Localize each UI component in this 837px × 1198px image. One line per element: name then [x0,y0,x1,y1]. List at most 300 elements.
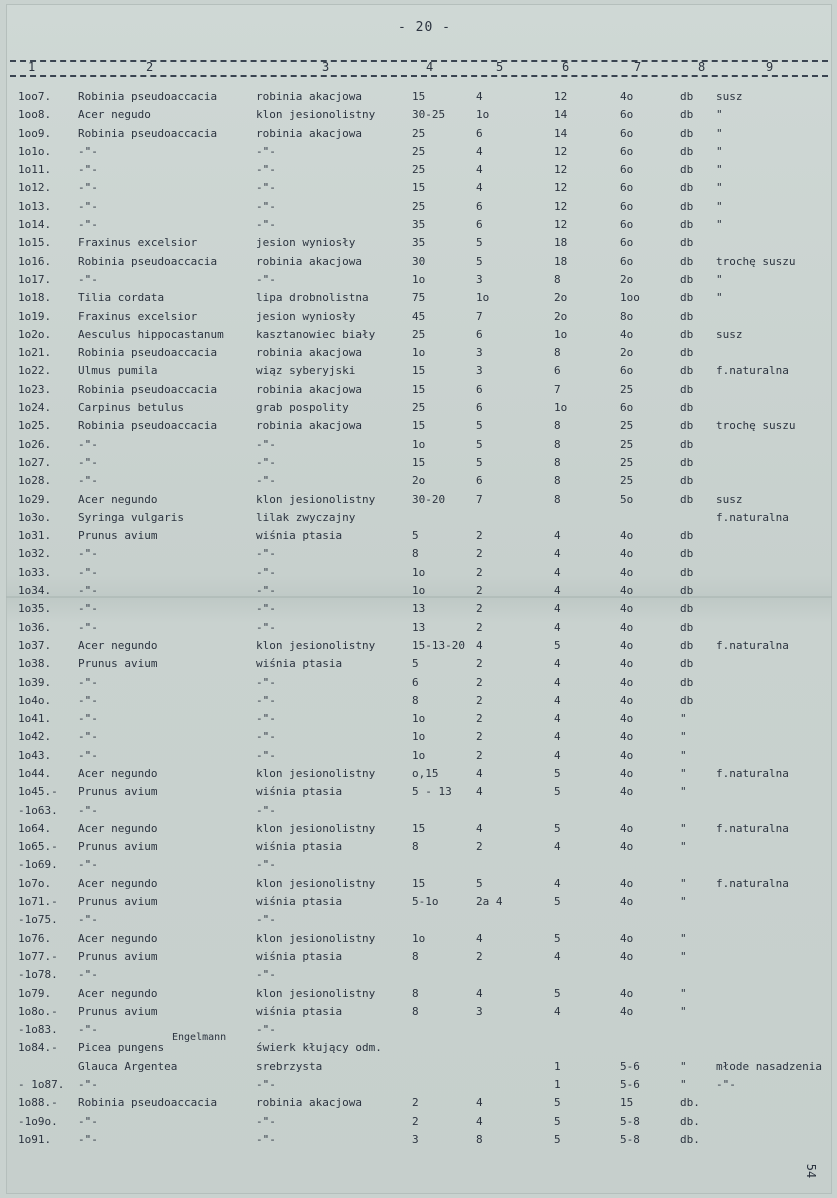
cell-latin-name: -"- [78,565,98,579]
cell-col-7: 25 [620,474,634,488]
table-row [6,838,832,856]
cell-col-6: 8 [554,437,561,451]
cell-col-7: 4o [620,547,634,561]
cell-col-7: 4o [620,895,634,909]
cell-col-7: 8o [620,309,634,323]
cell-col-8: " [680,931,687,945]
cell-entry-number: 1o35. [18,602,52,616]
cell-col-7: 4o [620,766,634,780]
cell-entry-number: 1o32. [18,547,52,561]
cell-remarks: młode nasadzenia [716,1059,822,1073]
cell-col-4: 3 [412,1132,419,1146]
cell-col-4: 8 [412,986,419,1000]
cell-latin-name: Acer negundo [78,876,158,890]
column-header-2: 2 [146,60,154,74]
cell-entry-number: 1o26. [18,437,52,451]
cell-col-8: db [680,181,694,195]
cell-col-4: 5-1o [412,895,439,909]
cell-entry-number: 1o34. [18,584,52,598]
cell-entry-number: 1o16. [18,254,52,268]
cell-col-8: db [680,327,694,341]
cell-polish-name: wiśnia ptasia [256,1004,343,1018]
cell-col-7: 4o [620,638,634,652]
cell-polish-name: -"- [256,712,276,726]
cell-col-7: 25 [620,455,634,469]
cell-latin-name: -"- [78,858,98,872]
cell-entry-number: 1o21. [18,346,52,360]
cell-col-5: 4 [476,1114,483,1128]
cell-col-8: db [680,108,694,122]
column-header-5: 5 [496,60,504,74]
cell-entry-number: 1o84.- [18,1041,58,1055]
cell-col-6: 4 [554,620,561,634]
cell-col-7: 4o [620,821,634,835]
cell-col-6: 1 [554,1059,561,1073]
table-row [6,106,832,124]
cell-col-4: 25 [412,126,426,140]
cell-latin-name: Robinia pseudoaccacia [78,254,218,268]
cell-polish-name: -"- [256,1132,276,1146]
cell-latin-name: -"- [78,437,98,451]
cell-latin-name: Ulmus pumila [78,364,158,378]
cell-col-4: o,15 [412,766,439,780]
cell-col-7: 4o [620,785,634,799]
cell-col-7: 25 [620,382,634,396]
cell-latin-name: Prunus avium [78,949,158,963]
cell-col-6: 4 [554,712,561,726]
cell-latin-name: Syringa vulgaris [78,510,184,524]
cell-entry-number: 1o22. [18,364,52,378]
archive-stamp: 54 [803,1163,818,1179]
cell-col-6: 5 [554,821,561,835]
cell-latin-name: Acer negudo [78,108,151,122]
cell-col-7: 4o [620,90,634,103]
cell-polish-name: klon jesionolistny [256,766,376,780]
cell-col-5: 5 [476,254,483,268]
cell-col-5: 2 [476,693,483,707]
column-header-1: 1 [28,60,36,74]
cell-col-7: 2o [620,272,634,286]
table-row [6,564,832,582]
cell-col-7: 4o [620,840,634,854]
cell-col-6: 14 [554,108,568,122]
cell-col-4: 15 [412,419,426,433]
cell-col-5: 2 [476,565,483,579]
cell-col-7: 4o [620,748,634,762]
cell-latin-name: Fraxinus excelsior [78,236,198,250]
cell-col-4: 13 [412,602,426,616]
cell-entry-number: 1o36. [18,620,52,634]
cell-col-4: 15 [412,821,426,835]
cell-col-6: 8 [554,346,561,360]
cell-polish-name: -"- [256,144,276,158]
cell-remarks: f.naturalna [716,766,789,780]
cell-latin-name: Prunus avium [78,657,158,671]
table-row [6,783,832,801]
cell-entry-number: 1o37. [18,638,52,652]
cell-col-5: 1o [476,291,490,305]
cell-col-4: 8 [412,693,419,707]
cell-entry-number: -1o9o. [18,1114,58,1128]
cell-entry-number: 1o31. [18,529,52,543]
cell-col-6: 4 [554,657,561,671]
table-row [6,289,832,307]
cell-col-8: " [680,748,687,762]
cell-col-4: 30-25 [412,108,446,122]
cell-polish-name: lilak zwyczajny [256,510,356,524]
cell-col-4: 8 [412,547,419,561]
cell-entry-number: 1o25. [18,419,52,433]
cell-entry-number: 1o3o. [18,510,52,524]
table-row [6,545,832,563]
cell-entry-number: 1o23. [18,382,52,396]
cell-col-6: 4 [554,529,561,543]
cell-col-5: 2a 4 [476,895,503,909]
cell-col-8: db [680,529,694,543]
cell-latin-name: -"- [78,712,98,726]
cell-entry-number: 1o12. [18,181,52,195]
cell-latin-name: Robinia pseudoaccacia [78,126,218,140]
cell-polish-name: -"- [256,803,276,817]
cell-col-7: 4o [620,565,634,579]
cell-latin-name: Prunus avium [78,1004,158,1018]
cell-col-5: 4 [476,1096,483,1110]
cell-col-5: 5 [476,437,483,451]
table-row [6,527,832,545]
table-row [6,491,832,509]
table-row [6,674,832,692]
cell-entry-number: 1o28. [18,474,52,488]
table-row [6,271,832,289]
cell-col-8: db [680,144,694,158]
cell-polish-name: -"- [256,675,276,689]
cell-entry-number: 1o8o.- [18,1004,58,1018]
cell-col-4: 15 [412,382,426,396]
cell-entry-number: -1o83. [18,1023,58,1037]
table-row [6,619,832,637]
table-row [6,1003,832,1021]
cell-entry-number: 1o17. [18,272,52,286]
cell-entry-number: 1o88.- [18,1096,58,1110]
cell-latin-name: -"- [78,181,98,195]
cell-col-7: 1oo [620,291,640,305]
cell-entry-number: -1o78. [18,968,58,982]
column-header-6: 6 [562,60,570,74]
cell-col-6: 4 [554,602,561,616]
column-header-4: 4 [426,60,434,74]
cell-col-5: 2 [476,584,483,598]
cell-col-4: 1o [412,730,426,744]
cell-latin-name: -"- [78,968,98,982]
cell-col-7: 5-6 [620,1078,640,1092]
cell-col-5: 6 [476,218,483,232]
cell-polish-name: wiśnia ptasia [256,840,343,854]
cell-latin-name: Robinia pseudoaccacia [78,90,218,103]
cell-remarks: susz [716,492,743,506]
cell-col-7: 25 [620,419,634,433]
table-row [6,216,832,234]
cell-col-7: 4o [620,529,634,543]
cell-col-4: 15 [412,181,426,195]
cell-col-5: 4 [476,785,483,799]
cell-col-6: 12 [554,90,568,103]
cell-col-8: db. [680,1132,700,1146]
cell-polish-name: klon jesionolistny [256,876,376,890]
table-row [6,381,832,399]
cell-col-7: 4o [620,675,634,689]
cell-col-5: 3 [476,1004,483,1018]
cell-col-5: 5 [476,455,483,469]
cell-polish-name: wiśnia ptasia [256,895,343,909]
cell-col-4: 1o [412,584,426,598]
cell-col-7: 4o [620,657,634,671]
cell-col-7: 6o [620,144,634,158]
cell-col-8: db [680,272,694,286]
header-rule-bottom [10,75,828,77]
cell-latin-name: Picea pungens [78,1041,165,1055]
cell-entry-number: 1o18. [18,291,52,305]
cell-polish-name: -"- [256,968,276,982]
table-row [6,1039,832,1057]
cell-col-7: 5-6 [620,1059,640,1073]
cell-col-6: 8 [554,272,561,286]
cell-latin-name: Acer negundo [78,986,158,1000]
table-row [6,1021,832,1039]
cell-col-6: 12 [554,199,568,213]
table-row [6,966,832,984]
cell-polish-name: srebrzysta [256,1059,323,1073]
cell-remarks: f.naturalna [716,364,789,378]
cell-latin-name: Robinia pseudoaccacia [78,419,218,433]
cell-remarks: trochę suszu [716,254,796,268]
cell-col-7: 6o [620,126,634,140]
cell-remarks: f.naturalna [716,510,789,524]
cell-entry-number: 1o39. [18,675,52,689]
cell-col-8: db [680,126,694,140]
cell-col-5: 4 [476,986,483,1000]
table-row [6,436,832,454]
cell-entry-number: 1o43. [18,748,52,762]
cell-col-4: 2o [412,474,426,488]
table-row [6,1058,832,1076]
cell-col-6: 8 [554,419,561,433]
cell-polish-name: -"- [256,1078,276,1092]
cell-col-7: 6o [620,199,634,213]
cell-entry-number: 1o14. [18,218,52,232]
cell-entry-number: 1o1o. [18,144,52,158]
cell-col-8: db [680,657,694,671]
cell-entry-number: 1o13. [18,199,52,213]
cell-col-8: db. [680,1114,700,1128]
cell-col-7: 2o [620,346,634,360]
cell-entry-number: 1o4o. [18,693,52,707]
cell-entry-number: 1o2o. [18,327,52,341]
table-row [6,911,832,929]
cell-col-4: 35 [412,218,426,232]
cell-col-5: 6 [476,199,483,213]
cell-latin-name: -"- [78,218,98,232]
cell-remarks: " [716,199,723,213]
cell-col-4: 1o [412,437,426,451]
cell-col-4: 1o [412,712,426,726]
cell-col-7: 5-8 [620,1132,640,1146]
cell-col-4: 1o [412,931,426,945]
cell-polish-name: klon jesionolistny [256,931,376,945]
cell-latin-name: -"- [78,1023,98,1037]
cell-col-8: " [680,766,687,780]
cell-col-6: 12 [554,181,568,195]
cell-col-8: db [680,547,694,561]
cell-col-4: 2 [412,1096,419,1110]
cell-col-6: 8 [554,492,561,506]
cell-polish-name: robinia akacjowa [256,90,362,103]
table-row [6,125,832,143]
cell-col-6: 1o [554,327,568,341]
cell-col-7: 4o [620,949,634,963]
table-row [6,802,832,820]
table-row [6,88,832,106]
cell-latin-name: Robinia pseudoaccacia [78,346,218,360]
table-row [6,234,832,252]
cell-col-8: db [680,163,694,177]
cell-col-5: 3 [476,346,483,360]
cell-col-5: 2 [476,675,483,689]
page-number: - 20 - [398,20,451,35]
table-row [6,692,832,710]
cell-col-8: " [680,1059,687,1073]
cell-col-5: 6 [476,401,483,415]
cell-col-6: 2o [554,309,568,323]
cell-polish-name: -"- [256,858,276,872]
table-row [6,985,832,1003]
cell-col-6: 5 [554,986,561,1000]
column-header-9: 9 [766,60,774,74]
cell-col-6: 1o [554,401,568,415]
cell-col-5: 7 [476,492,483,506]
cell-col-8: db [680,346,694,360]
table-row [6,893,832,911]
cell-polish-name: -"- [256,199,276,213]
cell-latin-name: Acer negundo [78,492,158,506]
table-row [6,948,832,966]
table-row [6,710,832,728]
cell-col-6: 18 [554,254,568,268]
cell-latin-name: Carpinus betulus [78,401,184,415]
document-page [6,4,832,1194]
cell-col-7: 6o [620,108,634,122]
cell-col-4: 1o [412,748,426,762]
cell-entry-number: 1o7o. [18,876,52,890]
cell-polish-name: jesion wyniosły [256,309,356,323]
cell-col-6: 4 [554,748,561,762]
handwritten-annotation: Engelmann [172,1032,227,1043]
cell-polish-name: klon jesionolistny [256,492,376,506]
cell-col-4: 25 [412,401,426,415]
cell-col-8: db [680,474,694,488]
cell-col-8: db [680,638,694,652]
cell-polish-name: -"- [256,474,276,488]
cell-latin-name: Fraxinus excelsior [78,309,198,323]
cell-col-8: db [680,291,694,305]
cell-col-8: db [680,584,694,598]
cell-col-5: 6 [476,327,483,341]
cell-col-8: db [680,309,694,323]
cell-polish-name: -"- [256,218,276,232]
cell-latin-name: Prunus avium [78,785,158,799]
cell-col-5: 2 [476,748,483,762]
cell-entry-number: 1o19. [18,309,52,323]
cell-col-4: 8 [412,840,419,854]
table-row [6,1076,832,1094]
cell-latin-name: -"- [78,584,98,598]
cell-entry-number: 1oo7. [18,90,52,103]
cell-col-8: " [680,1078,687,1092]
cell-col-4: 45 [412,309,426,323]
cell-col-8: db [680,565,694,579]
cell-polish-name: -"- [256,748,276,762]
cell-remarks: -"- [716,1078,736,1092]
table-row [6,747,832,765]
cell-latin-name: -"- [78,602,98,616]
cell-col-5: 2 [476,840,483,854]
cell-entry-number: 1oo8. [18,108,52,122]
cell-col-8: db [680,218,694,232]
cell-col-8: db [680,437,694,451]
cell-col-7: 6o [620,364,634,378]
cell-entry-number: 1o38. [18,657,52,671]
cell-col-4: 30 [412,254,426,268]
cell-col-7: 4o [620,327,634,341]
cell-remarks: f.naturalna [716,638,789,652]
cell-col-7: 5o [620,492,634,506]
cell-remarks: " [716,218,723,232]
cell-entry-number: 1oo9. [18,126,52,140]
cell-polish-name: kasztanowiec biały [256,327,376,341]
cell-col-7: 4o [620,602,634,616]
cell-polish-name: wiśnia ptasia [256,529,343,543]
cell-remarks: " [716,291,723,305]
cell-col-6: 1 [554,1078,561,1092]
cell-col-8: " [680,986,687,1000]
cell-col-4: 30-20 [412,492,446,506]
cell-polish-name: -"- [256,272,276,286]
cell-col-7: 4o [620,730,634,744]
cell-col-8: db [680,693,694,707]
cell-col-5: 2 [476,529,483,543]
cell-latin-name: Robinia pseudoaccacia [78,382,218,396]
cell-col-7: 25 [620,437,634,451]
cell-entry-number: 1o71.- [18,895,58,909]
cell-col-7: 4o [620,620,634,634]
cell-remarks: " [716,272,723,286]
cell-entry-number: 1o41. [18,712,52,726]
table-row [6,856,832,874]
cell-remarks: " [716,181,723,195]
cell-col-4: 25 [412,327,426,341]
cell-col-6: 7 [554,382,561,396]
cell-entry-number: 1o77.- [18,949,58,963]
cell-col-5: 3 [476,364,483,378]
cell-col-5: 6 [476,382,483,396]
cell-col-5: 4 [476,931,483,945]
cell-polish-name: robinia akacjowa [256,382,362,396]
cell-col-7: 15 [620,1096,634,1110]
cell-col-5: 8 [476,1132,483,1146]
cell-remarks: f.naturalna [716,821,789,835]
cell-col-5: 2 [476,620,483,634]
cell-latin-name: -"- [78,693,98,707]
cell-polish-name: klon jesionolistny [256,821,376,835]
